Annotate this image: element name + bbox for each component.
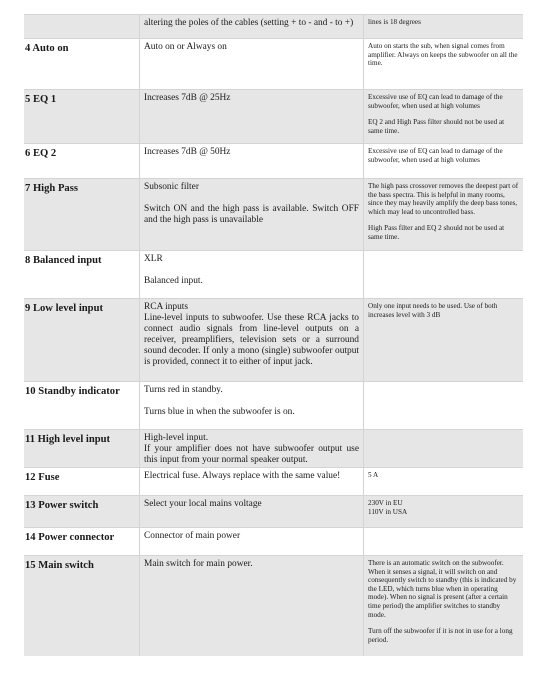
note-paragraph: lines is 18 degrees bbox=[368, 18, 421, 26]
table-row-eq1 bbox=[24, 89, 523, 143]
component-description bbox=[139, 251, 363, 298]
component-name: 15 Main switch bbox=[25, 560, 94, 571]
component-name: 4 Auto on bbox=[25, 43, 69, 54]
description-paragraph: Main switch for main power. bbox=[144, 559, 253, 569]
description-paragraph: Increases 7dB @ 50Hz bbox=[144, 147, 231, 157]
table-row-standby bbox=[24, 381, 523, 429]
component-name: 6 EQ 2 bbox=[25, 148, 57, 159]
table-row-low-level bbox=[24, 298, 523, 381]
spec-table bbox=[24, 14, 523, 656]
note-paragraph: Turn off the subwoofer if it is not in use for a long period. bbox=[368, 627, 513, 644]
note-paragraph: Excessive use of EQ can lead to damage of the subwoofer, when used at high volumes bbox=[368, 93, 503, 110]
component-description bbox=[139, 468, 363, 495]
component-name: 10 Standby indicator bbox=[25, 386, 120, 397]
table-row-cont bbox=[24, 14, 523, 38]
note-paragraph: High Pass filter and EQ 2 should not be used at same time. bbox=[368, 224, 505, 241]
component-description bbox=[139, 496, 363, 527]
description-paragraph: Connector of main power bbox=[144, 531, 241, 541]
note-paragraph: Only one input needs to be used. Use of both increases level with 3 dB bbox=[368, 302, 498, 319]
component-description bbox=[139, 382, 363, 429]
component-description bbox=[139, 144, 363, 178]
note-paragraph: The high pass crossover removes the deepest part of the bass spectra. This is helpful in many rooms, since they may heavily amplify the deep bass tones, which may lead to uncontrolled bass. bbox=[368, 182, 519, 216]
component-note bbox=[363, 468, 523, 495]
component-note bbox=[363, 299, 523, 381]
component-name: 14 Power connector bbox=[25, 532, 115, 543]
description-paragraph: Balanced input. bbox=[144, 276, 203, 286]
component-description bbox=[139, 299, 363, 381]
component-note bbox=[363, 496, 523, 527]
table-row-main-switch bbox=[24, 555, 523, 656]
table-row-eq2 bbox=[24, 143, 523, 178]
component-name: 7 High Pass bbox=[25, 183, 78, 194]
note-paragraph: 230V in EU 110V in USA bbox=[368, 499, 408, 516]
component-name: 13 Power switch bbox=[25, 500, 99, 511]
component-note bbox=[363, 251, 523, 298]
component-note bbox=[363, 382, 523, 429]
component-description bbox=[139, 556, 363, 656]
table-row-power-switch bbox=[24, 495, 523, 527]
component-description bbox=[139, 430, 363, 467]
description-paragraph: Turns blue in when the subwoofer is on. bbox=[144, 407, 295, 417]
component-description bbox=[139, 15, 363, 38]
component-note bbox=[363, 528, 523, 555]
table-row-auto-on bbox=[24, 38, 523, 89]
component-name: 11 High level input bbox=[25, 434, 111, 445]
description-paragraph: Electrical fuse. Always replace with the same value! bbox=[144, 471, 341, 481]
component-note bbox=[363, 15, 523, 38]
description-paragraph: High-level input. If your amplifier does not have subwoofer output use this input from your normal speaker output. bbox=[144, 433, 359, 465]
component-name: 5 EQ 1 bbox=[25, 94, 57, 105]
note-paragraph: There is an automatic switch on the subwoofer. When it senses a signal, it will switch on and consequently switch to standby (this is indicated by the LED, which turns blue when in operating mode). When no signal is present (after a certain time period) the amplifier switches to standby mode. bbox=[368, 559, 517, 619]
description-paragraph: Auto on or Always on bbox=[144, 42, 227, 52]
note-paragraph: 5 A bbox=[368, 471, 379, 479]
description-paragraph: Select your local mains voltage bbox=[144, 499, 262, 509]
component-note bbox=[363, 430, 523, 467]
component-note bbox=[363, 39, 523, 89]
component-name bbox=[24, 15, 139, 38]
component-name: 9 Low level input bbox=[25, 303, 103, 314]
component-description bbox=[139, 39, 363, 89]
note-paragraph: EQ 2 and High Pass filter should not be used at same time. bbox=[368, 118, 505, 135]
component-note bbox=[363, 90, 523, 143]
description-paragraph: Subsonic filter bbox=[144, 182, 199, 192]
table-row-balanced bbox=[24, 250, 523, 298]
table-row-power-connector bbox=[24, 527, 523, 555]
table-row-high-pass bbox=[24, 178, 523, 250]
component-note bbox=[363, 556, 523, 656]
component-description bbox=[139, 528, 363, 555]
component-name: 8 Balanced input bbox=[25, 255, 102, 266]
note-paragraph: Auto on starts the sub, when signal comes from amplifier. Always on keeps the subwoofer on all the time. bbox=[368, 42, 518, 68]
description-paragraph: Turns red in standby. bbox=[144, 385, 223, 395]
description-paragraph: XLR bbox=[144, 254, 163, 264]
description-paragraph: altering the poles of the cables (setting + to - and - to +) bbox=[144, 18, 354, 28]
table-row-high-level bbox=[24, 429, 523, 467]
component-description bbox=[139, 179, 363, 250]
component-name: 12 Fuse bbox=[25, 472, 60, 483]
description-paragraph: Switch ON and the high pass is available. Switch OFF and the high pass is unavailable bbox=[144, 204, 359, 225]
table-row-fuse bbox=[24, 467, 523, 495]
component-description bbox=[139, 90, 363, 143]
note-paragraph: Excessive use of EQ can lead to damage of the subwoofer, when used at high volumes bbox=[368, 147, 503, 164]
component-note bbox=[363, 179, 523, 250]
component-note bbox=[363, 144, 523, 178]
description-paragraph: Increases 7dB @ 25Hz bbox=[144, 93, 231, 103]
description-paragraph: RCA inputs Line-level inputs to subwoofer. Use these RCA jacks to connect audio signals from line-level outputs on a receiver, preamplifiers, television sets or a surround sound decoder. If only a mono (single) subwoofer output is provided, connect it to either of input jack. bbox=[144, 302, 359, 367]
